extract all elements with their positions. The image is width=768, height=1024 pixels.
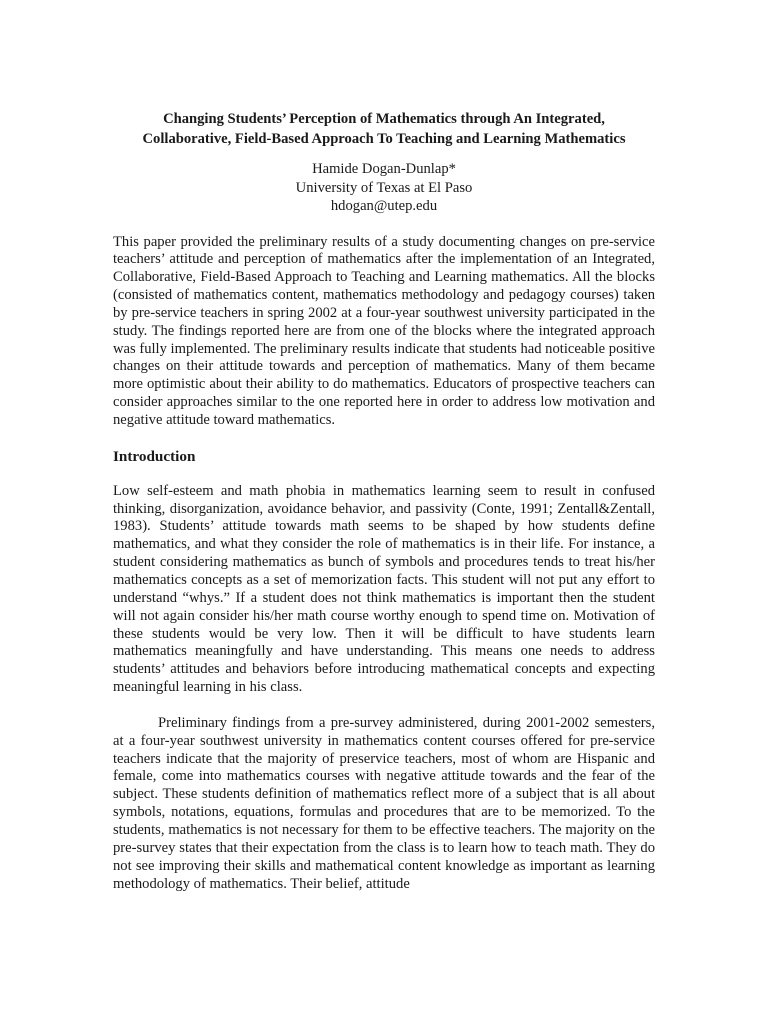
paper-title-line-2: Collaborative, Field-Based Approach To Teaching and Learning Mathematics	[142, 131, 626, 147]
paper-title	[113, 109, 655, 149]
author-block	[113, 160, 655, 216]
abstract-paragraph: This paper provided the preliminary results of a study documenting changes on pre-service teachers’ attitude and perception of mathematics after the implementation of an Integrated, Collaborative, Field-Based Approach to Teaching and Learning mathematics. All the blocks (consisted of mathematics content, mathematics methodology and pedagogy courses) taken by pre-service teachers in spring 2002 at a four-year southwest university participated in the study. The findings reported here are from one of the blocks where the integrated approach was fully implemented. The preliminary results indicate that students had noticeable positive changes on their attitude towards and perception of mathematics. Many of them became more optimistic about their ability to do mathematics. Educators of prospective teachers can consider approaches similar to the one reported here in order to address low motivation and negative attitude toward mathematics.	[113, 233, 655, 428]
author-affiliation: University of Texas at El Paso	[295, 179, 473, 196]
paper-body	[113, 109, 655, 893]
paper-title-line-1: Changing Students’ Perception of Mathematics through An Integrated,	[163, 111, 605, 127]
section-heading-introduction: Introduction	[113, 447, 196, 465]
author-name: Hamide Dogan-Dunlap*	[312, 161, 456, 177]
intro-paragraph-1: Low self-esteem and math phobia in mathematics learning seem to result in confused thinking, disorganization, avoidance behavior, and passivity (Conte, 1991; Zentall&Zentall, 1983). Students’ attitude towards math seems to be shaped by how students define mathematics, and what they consider the role of mathematics is in their life. For instance, a student considering mathematics as bunch of symbols and procedures tends to treat his/her mathematics concepts as a set of memorization facts. This student will not put any effort to understand “whys.” If a student does not think mathematics is important then the student will not again consider his/her math course worthy enough to spend time on. Motivation of these students would be very low. Then it will be difficult to have students learn mathematics meaningfully and have understanding. This means one needs to address students’ attitudes and behaviors before introducing mathematical concepts and expecting meaningful learning in his class.	[113, 482, 655, 696]
intro-paragraph-2: Preliminary findings from a pre-survey administered, during 2001-2002 semesters, at a four-year southwest university in mathematics content courses offered for pre-service teachers indicate that the majority of preservice teachers, most of whom are Hispanic and female, come into mathematics courses with negative attitude towards and the fear of the subject. These students definition of mathematics reflect more of a subject that is all about symbols, notations, equations, formulas and procedures that are to be memorized. To the students, mathematics is not necessary for them to be effective teachers. The majority on the pre-survey states that their expectation from the class is to learn how to teach math. They do not see improving their skills and mathematical content knowledge as important as learning methodology of mathematics. Their belief, attitude	[113, 714, 655, 892]
author-email: hdogan@utep.edu	[330, 198, 438, 214]
